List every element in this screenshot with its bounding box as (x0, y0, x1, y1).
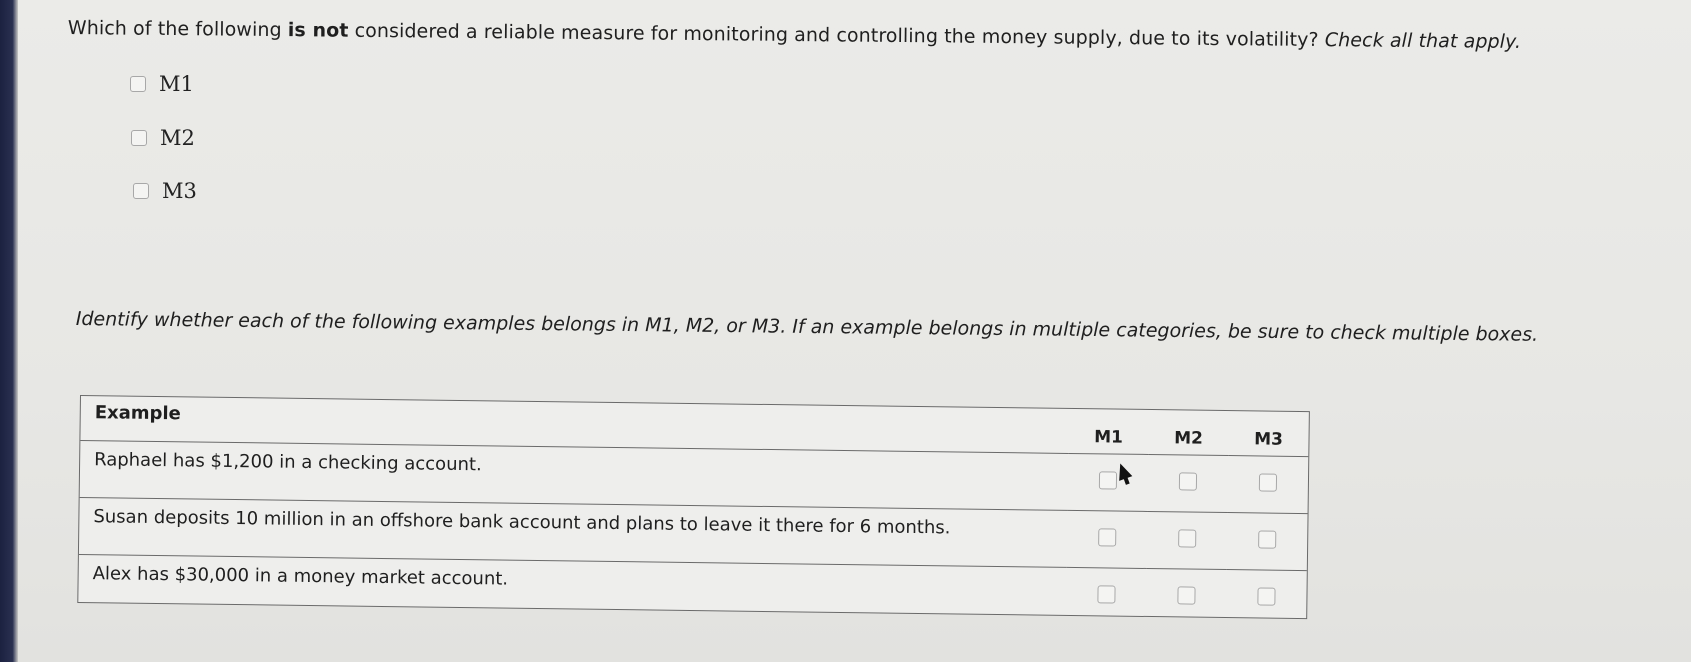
row1-m2-checkbox[interactable] (1179, 472, 1197, 490)
question-1-instruction: Check all that apply. (1324, 29, 1522, 53)
question-1-emphasis: is not (287, 19, 349, 42)
row2-m3-checkbox[interactable] (1258, 530, 1276, 548)
row1-m3-checkbox[interactable] (1259, 473, 1277, 491)
option-m3[interactable] (133, 179, 197, 203)
header-m3: M3 (1228, 411, 1309, 457)
checkbox-m2[interactable] (131, 130, 147, 146)
option-m2-label: M2 (160, 126, 195, 150)
row-example-text: Alex has $30,000 in a money market account. (92, 563, 509, 590)
header-m1: M1 (1068, 409, 1149, 455)
row-example-text: Raphael has $1,200 in a checking account. (80, 441, 1069, 511)
classification-table (77, 395, 1310, 619)
option-m2[interactable] (131, 126, 195, 150)
header-example: Example (80, 396, 1068, 453)
row3-m2-checkbox[interactable] (1177, 586, 1195, 604)
option-m1[interactable] (130, 72, 194, 96)
row3-m1-checkbox[interactable] (1097, 585, 1115, 603)
question-1-part1: Which of the following (67, 16, 288, 42)
left-edge-shadow (0, 0, 18, 662)
checkbox-m3[interactable] (133, 183, 149, 199)
question-1-part2: considered a reliable measure for monitoring and controlling the money supply, due to its volatility? (348, 19, 1325, 52)
row2-m1-checkbox[interactable] (1098, 528, 1116, 546)
row3-m3-checkbox[interactable] (1257, 587, 1275, 605)
row1-m1-checkbox[interactable] (1099, 471, 1117, 489)
option-m1-label: M1 (159, 72, 194, 96)
option-m3-label: M3 (162, 179, 197, 203)
header-m2: M2 (1148, 410, 1229, 456)
row2-m2-checkbox[interactable] (1178, 529, 1196, 547)
question-2-prompt: Identify whether each of the following examples belongs in M1, M2, or M3. If an example belongs in multiple categories, be sure to check multiple boxes. (75, 307, 1539, 346)
row-example-text: Susan deposits 10 million in an offshore bank account and plans to leave it there for 6 months. (79, 498, 1068, 568)
checkbox-m1[interactable] (130, 76, 146, 92)
